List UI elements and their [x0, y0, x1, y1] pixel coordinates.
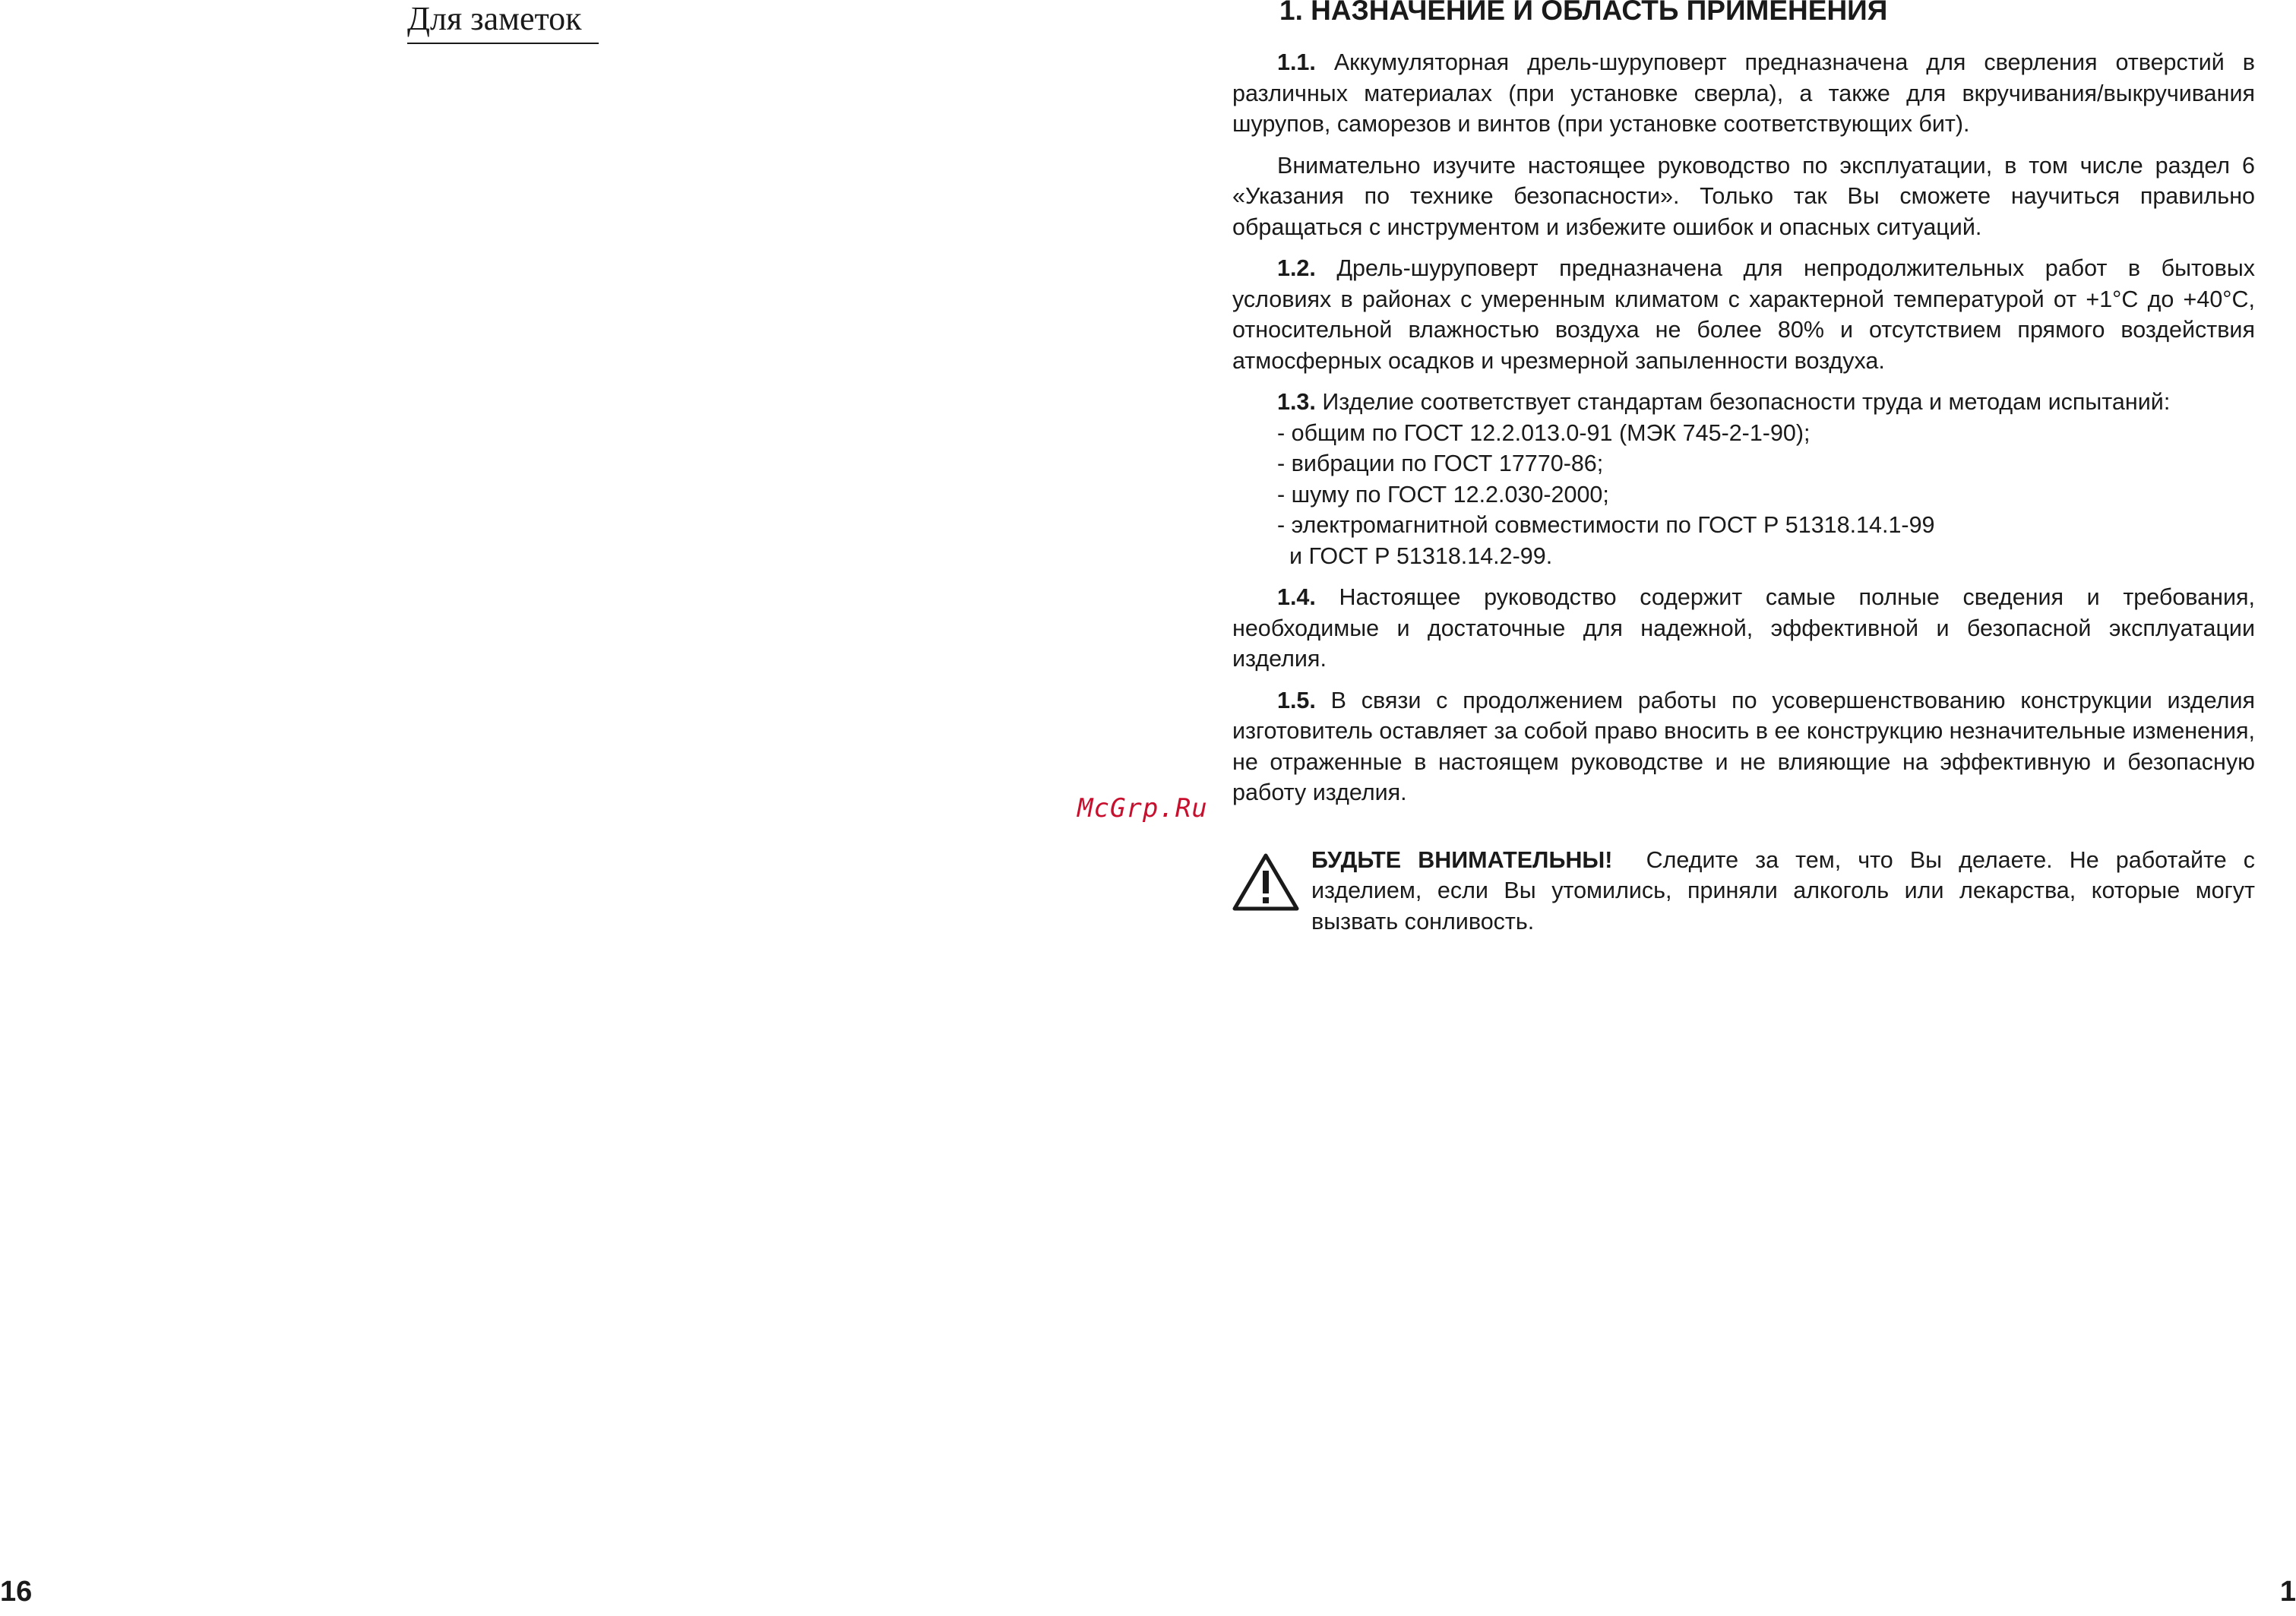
paragraph-number: 1.3.: [1277, 389, 1316, 415]
paragraph-number: 1.1.: [1277, 49, 1316, 75]
paragraph-1-4: [1232, 582, 2255, 675]
right-page-content: [1232, 0, 2255, 937]
paragraph-intro: [1232, 150, 2255, 243]
section-heading: 1. НАЗНАЧЕНИЕ И ОБЛАСТЬ ПРИМЕНЕНИЯ: [1279, 0, 1888, 26]
list-item: и ГОСТ Р 51318.14.2-99.: [1289, 542, 1553, 569]
paragraph-number: 1.2.: [1277, 255, 1316, 281]
paragraph-1-1: [1232, 47, 2255, 140]
paragraph-1-3: [1232, 387, 2255, 418]
warning-title: БУДЬТЕ ВНИМАТЕЛЬНЫ!: [1311, 846, 1613, 873]
paragraph-1-2: [1232, 253, 2255, 376]
paragraph-text: Настоящее руководство содержит самые полные сведения и требования, необходимые и достаточные для надежной, эффективной и безопасной эксплуатации изделия.: [1232, 584, 2255, 672]
paragraph-number: 1.5.: [1277, 687, 1316, 713]
paragraph-text: Изделие соответствует стандартам безопасности труда и методам испытаний:: [1322, 389, 2171, 415]
list-item: - шуму по ГОСТ 12.2.030-2000;: [1277, 481, 1609, 508]
paragraph-text: Аккумуляторная дрель-шуруповерт предназначена для сверления отверстий в различных материалах (при установке сверла), а также для вкручивания/выкручивания шурупов, саморезов и винтов (при установке соответствующих бит).: [1232, 49, 2255, 137]
paragraph-number: 1.4.: [1277, 584, 1316, 610]
warning-text: Следите за тем, что Вы делаете. Не работайте с изделием, если Вы утомились, приняли алкоголь или лекарства, которые могут вызвать сонливость.: [1311, 846, 2255, 934]
standards-list: [1232, 418, 2255, 572]
warning-triangle-icon: [1232, 852, 1299, 912]
page-number-right: 1: [2279, 1576, 2296, 1608]
paragraph-text: Дрель-шуруповерт предназначена для непродолжительных работ в бытовых условиях в районах с умеренным климатом с характерной температурой от +1°С до +40°С, относительной влажностью воздуха не более 80% и отсутствием прямого воздействия атмосферных осадков и чрезмерной запыленности воздуха.: [1232, 255, 2255, 374]
paragraph-text: В связи с продолжением работы по усовершенствованию конструкции изделия изготовитель оставляет за собой право вносить в ее конструкцию незначительные изменения, не отраженные в настоящем руководстве и не влияющие на эффективную и безопасную работу изделия.: [1232, 687, 2256, 805]
list-item: - электромагнитной совместимости по ГОСТ Р 51318.14.1-99: [1277, 512, 1935, 538]
warning-block: [1232, 845, 2255, 938]
watermark: McGrp.Ru: [1077, 793, 1208, 824]
paragraph-text: Внимательно изучите настоящее руководство по эксплуатации, в том числе раздел 6 «Указания по технике безопасности». Только так Вы сможете научиться правильно обращаться с инструментом и избежите ошибок и опасных ситуаций.: [1232, 152, 2255, 240]
list-item: - общим по ГОСТ 12.2.013.0-91 (МЭК 745-2-1-90);: [1277, 419, 1811, 446]
list-item: - вибрации по ГОСТ 17770-86;: [1277, 451, 1604, 476]
paragraph-1-5: [1232, 685, 2255, 808]
page-number-left: 16: [0, 1576, 33, 1608]
notes-title: Для заметок: [407, 0, 599, 44]
